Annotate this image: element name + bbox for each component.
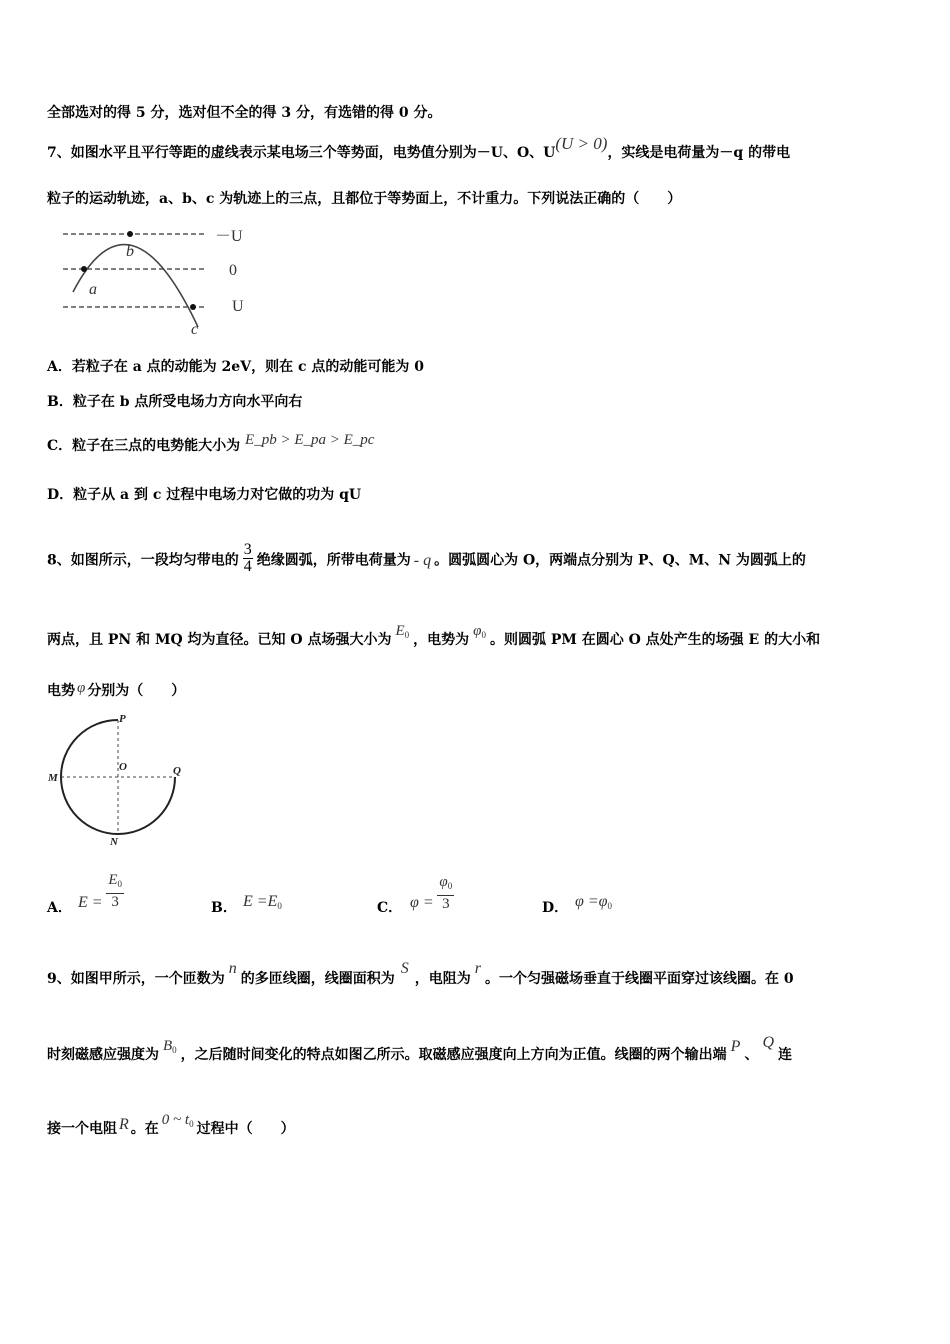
q8-label-q: Q [173, 765, 181, 777]
q8-label-p: P [119, 713, 126, 725]
q9-n: n [228, 960, 237, 977]
q8-label-o: O [119, 761, 127, 773]
q7-condition: (U > 0) [555, 134, 608, 153]
q9-stem-line2-a: 时刻磁感应强度为 [47, 1047, 159, 1063]
q8-stem-line3-b: 分别为（ ） [87, 683, 186, 699]
q7-option-c-text: C．粒子在三点的电势能大小为 [47, 438, 241, 454]
q8-option-b-expr: $E =E_0$ [243, 893, 282, 911]
q7-option-d: D．粒子从 a 到 c 过程中电场力对它做的功为 qU [47, 487, 362, 503]
q8-option-a-label: A． [47, 900, 72, 916]
q8-stem-line3-a: 电势 [47, 683, 75, 699]
q8-stem-line1 [47, 541, 806, 577]
q8-stem-line2: 两点，且 PN 和 MQ 均为直径。已知 O 点场强大小为$E_0$ ，电势为$\varphi_0$ 。则圆弧 PM 在圆心 O 点处产生的场强 E 的大小和 [47, 623, 821, 648]
q8-e0: E [395, 623, 405, 639]
q8-option-c-label: C． [377, 900, 403, 916]
q8-option-c-expr: φ = $\frac{\varphi_0}{3}$ [410, 874, 453, 912]
q8-fraction [243, 542, 253, 575]
q8-label-m: M [48, 772, 58, 784]
q7-label-zero: 0 [229, 262, 237, 279]
q8-frac-den: 4 [243, 558, 252, 575]
q8-stem-b: 绝缘圆弧，所带电荷量为 [256, 552, 411, 569]
q9-stem-line2-c: 连 [778, 1047, 793, 1063]
q9-b0: B [163, 1038, 173, 1054]
q7-stem-line1 [47, 134, 791, 162]
q7-point-c: c [191, 321, 199, 338]
q7-option-a: A．若粒子在 a 点的动能为 2eV，则在 c 点的动能可能为 0 [47, 359, 424, 375]
q7-point-b: b [126, 243, 134, 260]
intro-line: 全部选对的得 5 分，选对但不全的得 3 分，有选错的得 0 分。 [47, 105, 442, 121]
q7-label-neg-u: －U [215, 228, 243, 245]
q9-resistor-r: R [119, 1116, 129, 1133]
q7-stem-text: 7、如图水平且平行等距的虚线表示某电场三个等势面，电势值分别为－U、O、U [47, 145, 556, 161]
q7-option-c [47, 432, 375, 455]
q9-stem-a: 9、如图甲所示，一个匝数为 [47, 971, 225, 987]
q8-stem-c: 。圆弧圆心为 O，两端点分别为 P、Q、M、N 为圆弧上的 [434, 552, 806, 569]
q9-stem-d: 。一个匀强磁场垂直于线圈平面穿过该线圈。在 0 [484, 971, 794, 987]
q9-interval: 0 ~ t [161, 1112, 190, 1128]
q8-stem-line2-a: 两点，且 PN 和 MQ 均为直径。已知 O 点场强大小为 [47, 632, 392, 648]
q7-option-c-expr: E_pb > E_pa > E_pc [245, 432, 375, 448]
q7-stem-end: ，实线是电荷量为－q 的带电 [607, 145, 791, 161]
q9-stem-line3-b: 。在 [130, 1121, 159, 1137]
q8-frac-num: 3 [243, 541, 252, 558]
q9-p: P [730, 1038, 741, 1055]
q9-sep: 、 [744, 1047, 759, 1063]
q9-stem-line3: 接一个电阻 R 。在0 ~ $t_0$ 过程中（ ） [47, 1112, 295, 1137]
q8-label-n: N [110, 836, 118, 848]
q8-stem-a: 8、如图所示，一段均匀带电的 [47, 552, 239, 569]
q8-option-a-expr: E = $\frac{E_0}{3}$ [78, 872, 122, 911]
q9-stem-line3-c: 过程中（ ） [196, 1121, 295, 1137]
q9-stem-line2-b: ，之后随时间变化的特点如图乙所示。取磁感应强度向上方向为正值。线圈的两个输出端 [180, 1047, 727, 1063]
q9-stem-line3-a: 接一个电阻 [47, 1121, 117, 1137]
q8-option-d-expr: $\varphi =\varphi_0$ [575, 893, 612, 911]
q8-stem-line3 [47, 682, 185, 700]
q9-stem-c: ，电阻为 [414, 971, 471, 987]
q9-q: Q [762, 1034, 775, 1051]
q8-figure [45, 708, 190, 848]
q9-r: r [474, 960, 481, 977]
q7-label-u: U [232, 298, 244, 315]
q9-stem-line2: 时刻磁感应强度为$B_0$ ，之后随时间变化的特点如图乙所示。取磁感应强度向上方向为正值。线圈的两个输出端 P 、Q连 [47, 1034, 793, 1063]
q7-figure [55, 222, 255, 340]
q9-stem-line1 [47, 960, 794, 988]
q8-phi0: φ [473, 623, 482, 639]
q9-stem-b: 的多匝线圈，线圈面积为 [240, 971, 395, 987]
q8-stem-line2-c: 。则圆弧 PM 在圆心 O 点处产生的场强 E 的大小和 [489, 632, 821, 648]
q7-stem-line2: 粒子的运动轨迹，a、b、c 为轨迹上的三点，且都位于等势面上，不计重力。下列说法正确的（ ） [47, 191, 682, 207]
q7-point-a: a [89, 281, 97, 298]
q8-charge: - q [413, 551, 432, 569]
q9-s: S [400, 960, 409, 977]
q8-phi: φ [77, 680, 86, 696]
q7-option-b: B．粒子在 b 点所受电场力方向水平向右 [47, 394, 303, 410]
q8-option-b-label: B． [211, 900, 237, 916]
q8-stem-line2-b: ，电势为 [413, 632, 470, 648]
q8-option-d-label: D． [542, 900, 569, 916]
